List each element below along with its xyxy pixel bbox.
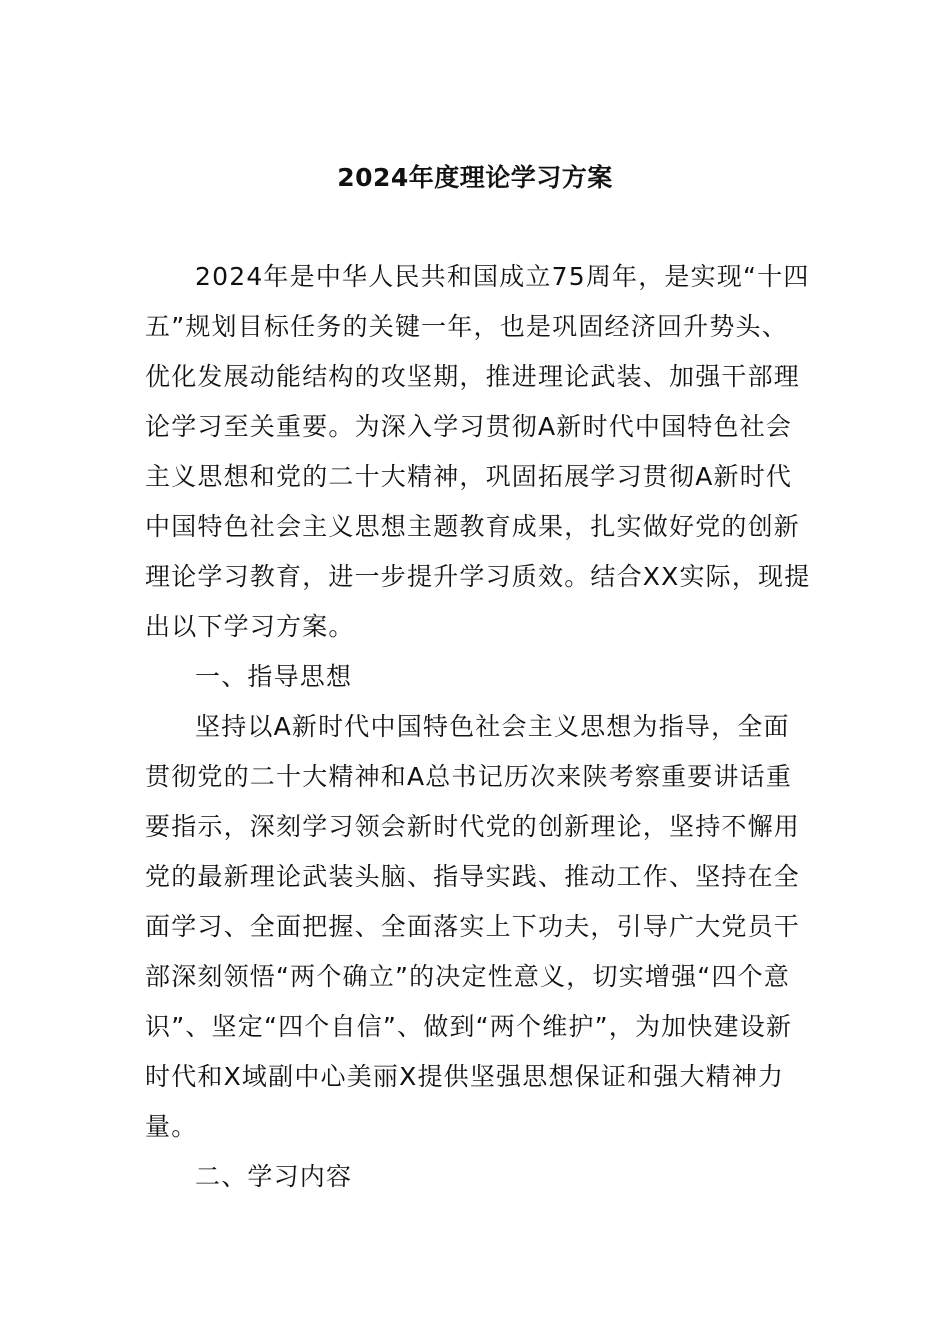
document-title: 2024年度理论学习方案 bbox=[337, 163, 613, 192]
section-heading-guiding-ideology: 一、指导思想 bbox=[195, 662, 353, 691]
intro-paragraph: 2024年是中华人民共和国成立75周年，是实现“十四五”规划目标任务的关键一年，也是巩固经济回升势头、优化发展动能结构的攻坚期，推进理论武装、加强干部理论学习至关重要。为深入学习贯彻A新时代中国特色社会主义思想和党的二十大精神，巩固拓展学习贯彻A新时代中国特色社会主义思想主题教育成果，扎实做好党的创新理论学习教育，进一步提升学习质效。结合XX实际，现提出以下学习方案。 bbox=[145, 262, 811, 641]
section-heading-study-content: 二、学习内容 bbox=[195, 1162, 353, 1191]
guiding-ideology-paragraph: 坚持以A新时代中国特色社会主义思想为指导，全面贯彻党的二十大精神和A总书记历次来陕考察重要讲话重要指示，深刻学习领会新时代党的创新理论，坚持不懈用党的最新理论武装头脑、指导实践、推动工作、坚持在全面学习、全面把握、全面落实上下功夫，引导广大党员干部深刻领悟“两个确立”的决定性意义，切实增强“四个意识”、坚定“四个自信”、做到“两个维护”，为加快建设新时代和X域副中心美丽X提供坚强思想保证和强大精神力量。 bbox=[145, 712, 801, 1141]
document-body bbox=[145, 252, 813, 1202]
